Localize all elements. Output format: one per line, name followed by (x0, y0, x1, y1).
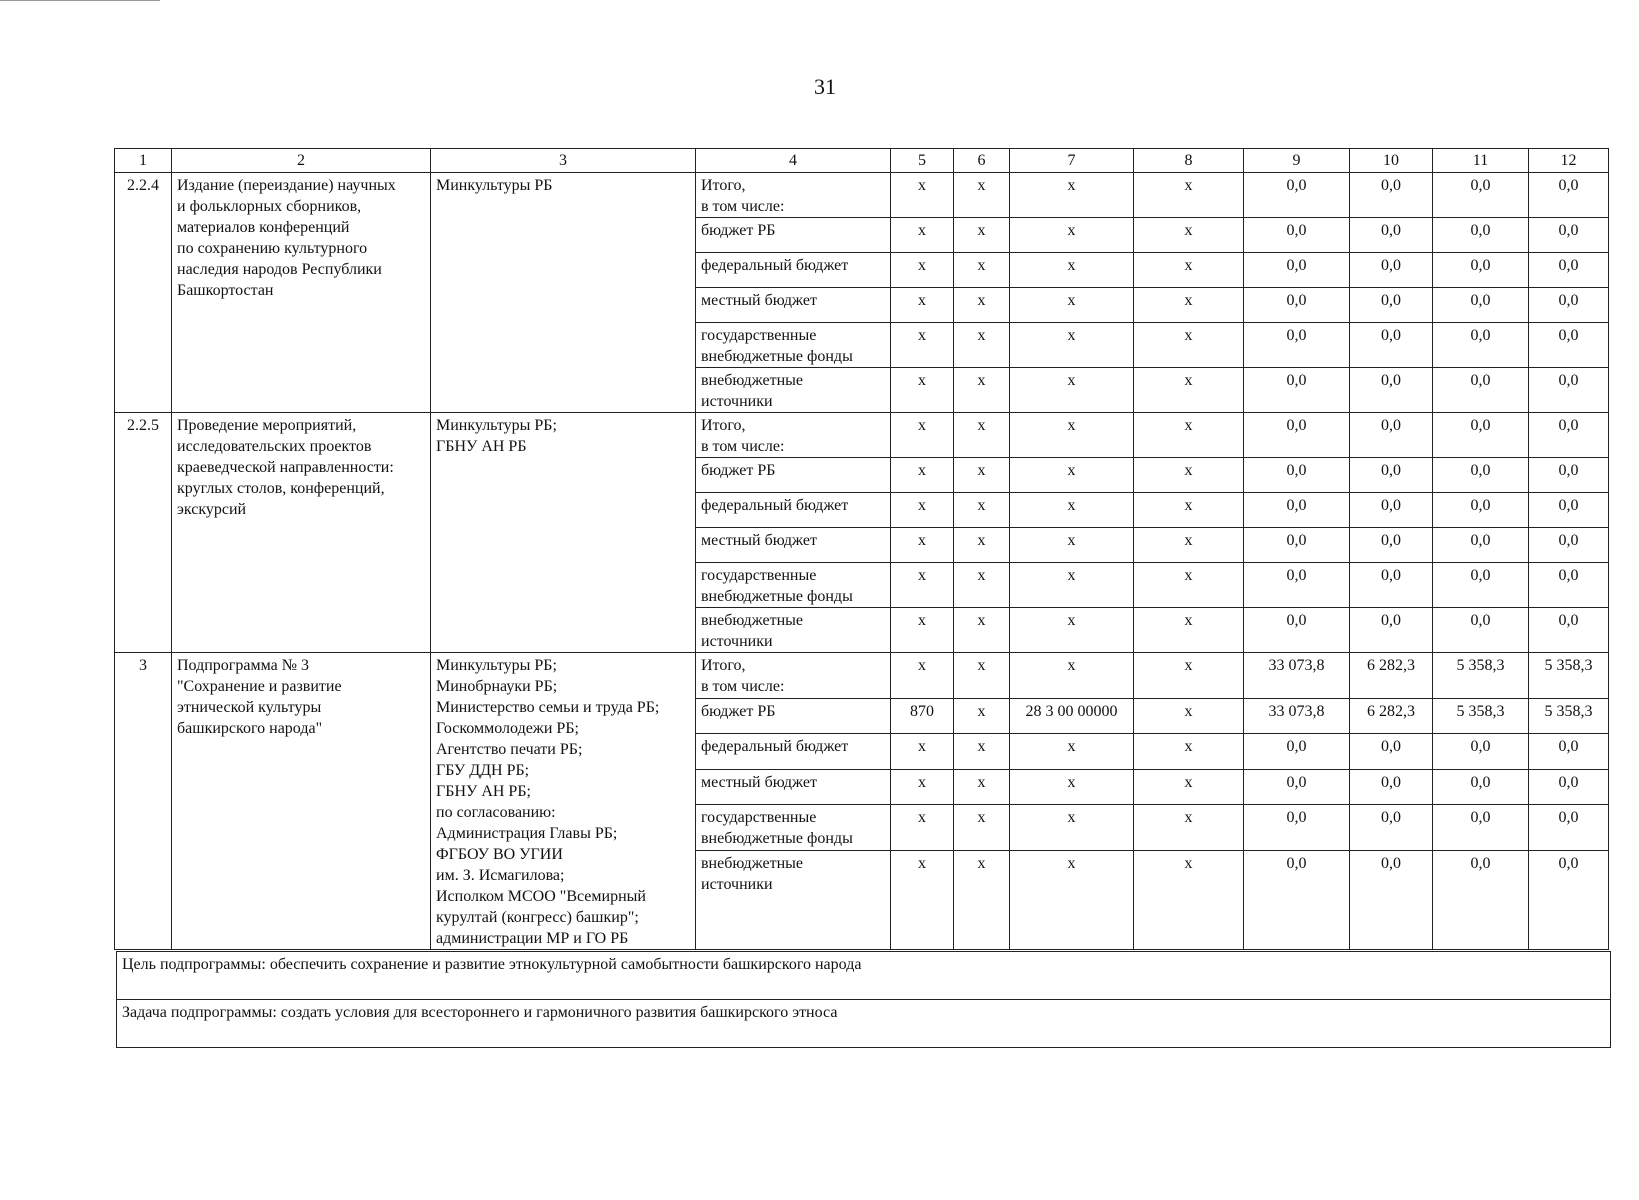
value-cell-c9: 33 073,8 (1244, 698, 1350, 733)
value-cell-c11: 5 358,3 (1433, 653, 1529, 699)
row-number: 2.2.5 (115, 413, 172, 653)
value-cell-c6: х (954, 173, 1010, 218)
value-cell-c10: 0,0 (1350, 563, 1433, 608)
value-cell-c12: 0,0 (1529, 850, 1609, 949)
value-cell-c11: 0,0 (1433, 608, 1529, 653)
value-cell-c9: 0,0 (1244, 218, 1350, 253)
value-cell-c10: 0,0 (1350, 493, 1433, 528)
value-cell-c10: 6 282,3 (1350, 698, 1433, 733)
value-cell-c5: х (891, 458, 954, 493)
value-cell-c7: х (1010, 734, 1134, 769)
value-cell-c5: х (891, 323, 954, 368)
value-cell-c8: х (1134, 173, 1244, 218)
value-cell-c7: х (1010, 653, 1134, 699)
column-header: 8 (1134, 149, 1244, 173)
funding-source: местный бюджет (696, 528, 891, 563)
value-cell-c6: х (954, 218, 1010, 253)
funding-source: местный бюджет (696, 288, 891, 323)
funding-source: внебюджетные источники (696, 608, 891, 653)
value-cell-c5: х (891, 173, 954, 218)
funding-source: Итого, в том числе: (696, 173, 891, 218)
column-header: 11 (1433, 149, 1529, 173)
funding-source: государственные внебюджетные фонды (696, 563, 891, 608)
value-cell-c12: 0,0 (1529, 323, 1609, 368)
value-cell-c5: х (891, 563, 954, 608)
value-cell-c9: 0,0 (1244, 734, 1350, 769)
subprogram-task: Задача подпрограммы: создать условия для всестороннего и гармоничного развития башкирского этноса (117, 1000, 1611, 1048)
budget-table (114, 148, 1609, 950)
executor: Минкультуры РБ; Минобрнауки РБ; Министерство семьи и труда РБ; Госкоммолодежи РБ; Агентство печати РБ; ГБУ ДДН РБ; ГБНУ АН РБ; по согласованию: Администрация Главы РБ; ФГБОУ ВО УГИИ им. З. Исмагилова; Исполком МСОО "Всемирный курултай (конгресс) башкир"; администрации МР и ГО РБ (431, 653, 696, 950)
subprogram-footer (116, 951, 1611, 1048)
value-cell-c8: х (1134, 288, 1244, 323)
value-cell-c6: х (954, 805, 1010, 851)
value-cell-c8: х (1134, 734, 1244, 769)
value-cell-c10: 0,0 (1350, 734, 1433, 769)
value-cell-c5: х (891, 368, 954, 413)
funding-source: местный бюджет (696, 769, 891, 804)
value-cell-c12: 0,0 (1529, 288, 1609, 323)
value-cell-c6: х (954, 458, 1010, 493)
value-cell-c11: 0,0 (1433, 253, 1529, 288)
value-cell-c8: х (1134, 458, 1244, 493)
value-cell-c8: х (1134, 698, 1244, 733)
value-cell-c12: 0,0 (1529, 528, 1609, 563)
goal-row (117, 952, 1611, 1000)
page-number: 31 (814, 74, 836, 99)
column-header: 10 (1350, 149, 1433, 173)
value-cell-c8: х (1134, 493, 1244, 528)
value-cell-c8: х (1134, 563, 1244, 608)
column-header: 2 (172, 149, 431, 173)
value-cell-c10: 0,0 (1350, 608, 1433, 653)
value-cell-c5: х (891, 493, 954, 528)
value-cell-c5: х (891, 769, 954, 804)
value-cell-c7: х (1010, 323, 1134, 368)
value-cell-c6: х (954, 608, 1010, 653)
value-cell-c12: 0,0 (1529, 253, 1609, 288)
value-cell-c8: х (1134, 253, 1244, 288)
value-cell-c12: 0,0 (1529, 608, 1609, 653)
value-cell-c12: 0,0 (1529, 173, 1609, 218)
column-header: 9 (1244, 149, 1350, 173)
value-cell-c12: 0,0 (1529, 413, 1609, 458)
value-cell-c10: 0,0 (1350, 368, 1433, 413)
executor: Минкультуры РБ; ГБНУ АН РБ (431, 413, 696, 653)
value-cell-c6: х (954, 528, 1010, 563)
value-cell-c5: х (891, 805, 954, 851)
value-cell-c9: 0,0 (1244, 288, 1350, 323)
value-cell-c12: 0,0 (1529, 563, 1609, 608)
value-cell-c12: 5 358,3 (1529, 653, 1609, 699)
table-row (115, 173, 1609, 218)
column-header: 7 (1010, 149, 1134, 173)
value-cell-c9: 0,0 (1244, 173, 1350, 218)
value-cell-c7: х (1010, 368, 1134, 413)
value-cell-c5: х (891, 413, 954, 458)
value-cell-c7: х (1010, 528, 1134, 563)
value-cell-c5: х (891, 218, 954, 253)
activity-name: Проведение мероприятий, исследовательских проектов краеведческой направленности: круглых столов, конференций, экскурсий (172, 413, 431, 653)
value-cell-c10: 0,0 (1350, 218, 1433, 253)
value-cell-c6: х (954, 563, 1010, 608)
value-cell-c6: х (954, 288, 1010, 323)
value-cell-c11: 0,0 (1433, 413, 1529, 458)
column-header: 12 (1529, 149, 1609, 173)
row-number: 2.2.4 (115, 173, 172, 413)
value-cell-c11: 0,0 (1433, 218, 1529, 253)
funding-source: государственные внебюджетные фонды (696, 323, 891, 368)
value-cell-c12: 0,0 (1529, 493, 1609, 528)
funding-source: Итого, в том числе: (696, 653, 891, 699)
value-cell-c8: х (1134, 769, 1244, 804)
value-cell-c12: 0,0 (1529, 769, 1609, 804)
value-cell-c7: х (1010, 458, 1134, 493)
value-cell-c7: х (1010, 413, 1134, 458)
column-number-row (115, 149, 1609, 173)
funding-source: бюджет РБ (696, 698, 891, 733)
value-cell-c7: х (1010, 173, 1134, 218)
value-cell-c11: 5 358,3 (1433, 698, 1529, 733)
funding-source: бюджет РБ (696, 218, 891, 253)
value-cell-c6: х (954, 769, 1010, 804)
value-cell-c6: х (954, 368, 1010, 413)
value-cell-c7: х (1010, 850, 1134, 949)
value-cell-c8: х (1134, 368, 1244, 413)
value-cell-c10: 0,0 (1350, 528, 1433, 563)
scan-artifact-line (0, 0, 160, 1)
value-cell-c8: х (1134, 805, 1244, 851)
value-cell-c7: 28 3 00 00000 (1010, 698, 1134, 733)
value-cell-c9: 0,0 (1244, 368, 1350, 413)
value-cell-c10: 0,0 (1350, 173, 1433, 218)
value-cell-c9: 0,0 (1244, 413, 1350, 458)
value-cell-c5: х (891, 608, 954, 653)
value-cell-c9: 0,0 (1244, 528, 1350, 563)
funding-source: внебюджетные источники (696, 368, 891, 413)
value-cell-c6: х (954, 698, 1010, 733)
activity-name: Подпрограмма № 3 "Сохранение и развитие этнической культуры башкирского народа" (172, 653, 431, 950)
value-cell-c5: х (891, 253, 954, 288)
funding-source: государственные внебюджетные фонды (696, 805, 891, 851)
value-cell-c12: 0,0 (1529, 218, 1609, 253)
value-cell-c5: х (891, 850, 954, 949)
value-cell-c8: х (1134, 653, 1244, 699)
value-cell-c7: х (1010, 563, 1134, 608)
value-cell-c8: х (1134, 218, 1244, 253)
value-cell-c11: 0,0 (1433, 563, 1529, 608)
value-cell-c9: 0,0 (1244, 323, 1350, 368)
value-cell-c11: 0,0 (1433, 368, 1529, 413)
value-cell-c8: х (1134, 528, 1244, 563)
activity-name: Издание (переиздание) научных и фольклорных сборников, материалов конференций по сохранению культурного наследия народов Республики Башкортостан (172, 173, 431, 413)
value-cell-c5: х (891, 653, 954, 699)
value-cell-c5: х (891, 734, 954, 769)
value-cell-c8: х (1134, 323, 1244, 368)
value-cell-c11: 0,0 (1433, 805, 1529, 851)
value-cell-c12: 0,0 (1529, 458, 1609, 493)
value-cell-c7: х (1010, 805, 1134, 851)
value-cell-c9: 33 073,8 (1244, 653, 1350, 699)
value-cell-c9: 0,0 (1244, 563, 1350, 608)
value-cell-c11: 0,0 (1433, 323, 1529, 368)
value-cell-c6: х (954, 734, 1010, 769)
value-cell-c7: х (1010, 608, 1134, 653)
value-cell-c10: 0,0 (1350, 413, 1433, 458)
row-number: 3 (115, 653, 172, 950)
value-cell-c10: 0,0 (1350, 769, 1433, 804)
value-cell-c10: 0,0 (1350, 805, 1433, 851)
value-cell-c6: х (954, 493, 1010, 528)
column-header: 3 (431, 149, 696, 173)
value-cell-c10: 0,0 (1350, 323, 1433, 368)
executor: Минкультуры РБ (431, 173, 696, 413)
value-cell-c11: 0,0 (1433, 850, 1529, 949)
value-cell-c12: 0,0 (1529, 734, 1609, 769)
value-cell-c11: 0,0 (1433, 769, 1529, 804)
task-row (117, 1000, 1611, 1048)
value-cell-c6: х (954, 253, 1010, 288)
value-cell-c11: 0,0 (1433, 528, 1529, 563)
funding-source: Итого, в том числе: (696, 413, 891, 458)
value-cell-c8: х (1134, 608, 1244, 653)
value-cell-c11: 0,0 (1433, 734, 1529, 769)
funding-source: внебюджетные источники (696, 850, 891, 949)
value-cell-c6: х (954, 653, 1010, 699)
value-cell-c6: х (954, 850, 1010, 949)
table-body (115, 173, 1609, 950)
subprogram-goal: Цель подпрограммы: обеспечить сохранение и развитие этнокультурной самобытности башкирского народа (117, 952, 1611, 1000)
value-cell-c9: 0,0 (1244, 253, 1350, 288)
value-cell-c10: 0,0 (1350, 288, 1433, 323)
funding-source: федеральный бюджет (696, 734, 891, 769)
value-cell-c11: 0,0 (1433, 493, 1529, 528)
value-cell-c7: х (1010, 218, 1134, 253)
funding-source: федеральный бюджет (696, 493, 891, 528)
value-cell-c7: х (1010, 769, 1134, 804)
value-cell-c7: х (1010, 288, 1134, 323)
value-cell-c8: х (1134, 413, 1244, 458)
value-cell-c5: х (891, 288, 954, 323)
value-cell-c9: 0,0 (1244, 850, 1350, 949)
value-cell-c6: х (954, 323, 1010, 368)
value-cell-c9: 0,0 (1244, 805, 1350, 851)
value-cell-c10: 0,0 (1350, 850, 1433, 949)
value-cell-c12: 0,0 (1529, 805, 1609, 851)
value-cell-c10: 0,0 (1350, 253, 1433, 288)
column-header: 1 (115, 149, 172, 173)
table-row (115, 413, 1609, 458)
value-cell-c11: 0,0 (1433, 458, 1529, 493)
value-cell-c11: 0,0 (1433, 173, 1529, 218)
value-cell-c9: 0,0 (1244, 493, 1350, 528)
table-row (115, 653, 1609, 699)
value-cell-c6: х (954, 413, 1010, 458)
value-cell-c7: х (1010, 493, 1134, 528)
value-cell-c7: х (1010, 253, 1134, 288)
funding-source: федеральный бюджет (696, 253, 891, 288)
column-header: 4 (696, 149, 891, 173)
value-cell-c8: х (1134, 850, 1244, 949)
value-cell-c10: 6 282,3 (1350, 653, 1433, 699)
value-cell-c5: 870 (891, 698, 954, 733)
value-cell-c9: 0,0 (1244, 608, 1350, 653)
value-cell-c12: 5 358,3 (1529, 698, 1609, 733)
value-cell-c9: 0,0 (1244, 458, 1350, 493)
column-header: 5 (891, 149, 954, 173)
funding-source: бюджет РБ (696, 458, 891, 493)
value-cell-c11: 0,0 (1433, 288, 1529, 323)
value-cell-c9: 0,0 (1244, 769, 1350, 804)
value-cell-c10: 0,0 (1350, 458, 1433, 493)
value-cell-c12: 0,0 (1529, 368, 1609, 413)
column-header: 6 (954, 149, 1010, 173)
value-cell-c5: х (891, 528, 954, 563)
